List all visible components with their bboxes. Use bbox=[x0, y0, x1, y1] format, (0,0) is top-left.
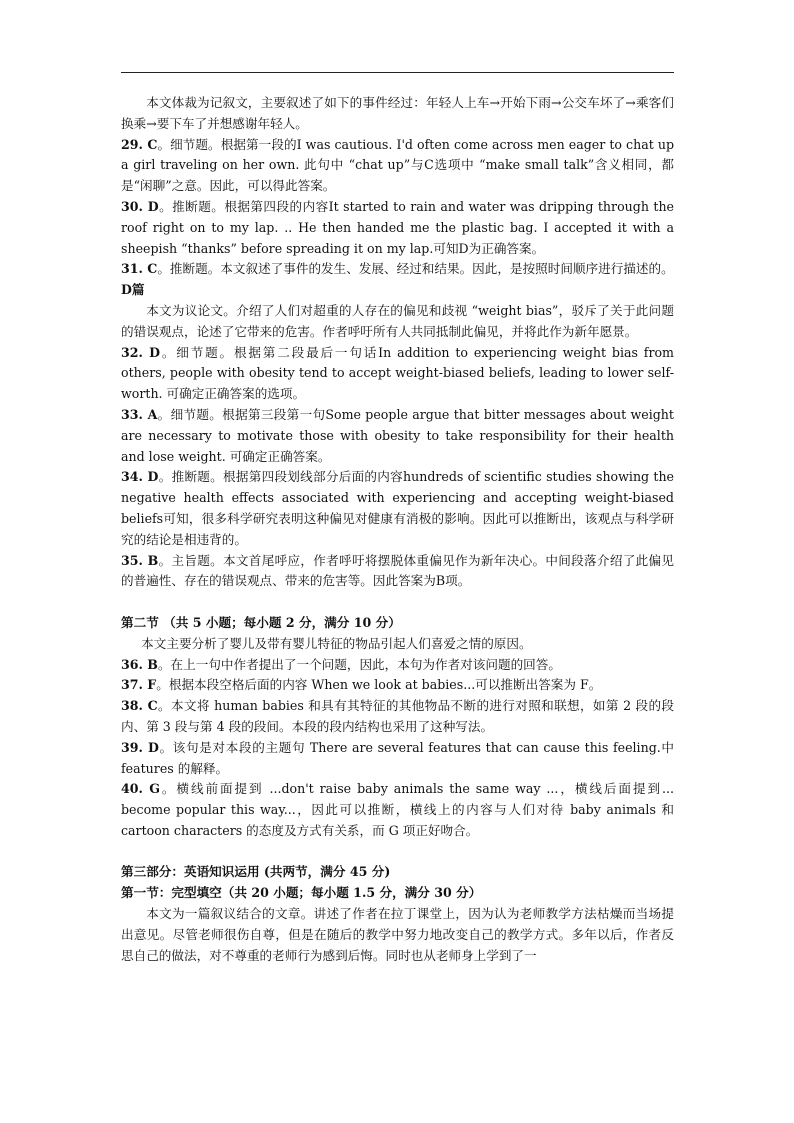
answer-36-explanation: 。在上一句中作者提出了一个问题，因此，本句为作者对该问题的回答。 bbox=[157, 656, 561, 672]
cloze-summary: 本文为一篇叙议结合的文章。讲述了作者在拉丁课堂上，因为认为老师教学方法枯燥而当场提出意见。尽管老师很伤自尊，但是在随后的教学中努力地改变自己的教学方式。多年以后，作者反思自己的做法，对不尊重的老师行为感到后悔。同时也从老师身上学到了一 bbox=[121, 906, 674, 963]
answer-key-content bbox=[121, 93, 674, 966]
answer-30 bbox=[121, 197, 674, 259]
answer-36 bbox=[121, 655, 674, 676]
section-1-heading: 第一节：完型填空（共 20 小题；每小题 1.5 分，满分 30 分） bbox=[121, 885, 482, 901]
answer-33-number: 33. A bbox=[121, 406, 158, 422]
spacer bbox=[121, 592, 674, 613]
answer-32 bbox=[121, 343, 674, 405]
answer-38 bbox=[121, 696, 674, 738]
answer-30-number: 30. D bbox=[121, 198, 159, 214]
answer-39-explanation: 。该句是对本段的主题句 There are several features that can cause this feeling.中 features 的解释。 bbox=[121, 739, 674, 776]
answer-36-number: 36. B bbox=[121, 656, 158, 672]
answer-32-number: 32. D bbox=[121, 344, 161, 360]
section-2-heading: 第二节 （共 5 小题；每小题 2 分，满分 10 分） bbox=[121, 614, 401, 630]
answer-37-number: 37. F bbox=[121, 677, 157, 693]
passage-c-summary: 本文体裁为记叙文，主要叙述了如下的事件经过：年轻人上车→开始下雨→公交车坏了→乘客们换乘→要下车了并想感谢年轻人。 bbox=[121, 95, 674, 131]
answer-39 bbox=[121, 738, 674, 780]
answer-33-explanation: 。细节题。根据第三段第一句Some people argue that bitter messages about weight are necessary to motivate those with obesity to take responsibility for their health and lose weight. 可确定正确答案。 bbox=[121, 406, 674, 464]
answer-37 bbox=[121, 675, 674, 696]
answer-32-explanation: 。细节题。根据第二段最后一句话In addition to experiencing weight bias from others, people with obesity tend to accept weight-biased beliefs, leading to lower self-worth. 可确定正确答案的选项。 bbox=[121, 344, 674, 402]
answer-31-number: 31. C bbox=[121, 261, 158, 277]
passage-d-summary: 本文为议论文。介绍了人们对超重的人存在的偏见和歧视 “weight bias”，驳斥了关于此问题的错误观点，论述了它带来的危害。作者呼吁所有人共同抵制此偏见，并将此作为新年愿景。 bbox=[121, 302, 674, 339]
answer-38-explanation: 。本文将 human babies 和具有其特征的其他物品不断的进行对照和联想，如第 2 段的段内、第 3 段与第 4 段的段间。本段的段内结构也采用了这种写法。 bbox=[121, 698, 674, 734]
answer-35 bbox=[121, 551, 674, 593]
section-d-heading: D篇 bbox=[121, 282, 145, 298]
answer-40 bbox=[121, 779, 674, 841]
answer-31-explanation: 。推断题。本文叙述了事件的发生、发展、经过和结果。因此，是按照时间顺序进行描述的。 bbox=[157, 261, 674, 277]
answer-35-explanation: 。主旨题。本文首尾呼应，作者呼吁将摆脱体重偏见作为新年决心。中间段落介绍了此偏见的普遍性、存在的错误观点、带来的危害等。因此答案为B项。 bbox=[121, 552, 674, 589]
answer-38-number: 38. C bbox=[121, 698, 158, 714]
answer-40-number: 40. G bbox=[121, 781, 160, 797]
answer-34-explanation: 。推断题。根据第四段划线部分后面的内容hundreds of scientific studies showing the negative health effects associated with experiencing and accepting weight-biased beliefs可知，很多科学研究表明这种偏见对健康有消极的影响。因此可以推断出，该观点与科学研究的结论是相违背的。 bbox=[121, 469, 675, 547]
answer-33 bbox=[121, 405, 674, 467]
section-2-summary: 本文主要分析了婴儿及带有婴儿特征的物品引起人们喜爱之情的原因。 bbox=[141, 635, 532, 651]
answer-29 bbox=[121, 135, 674, 197]
answer-39-number: 39. D bbox=[121, 739, 159, 755]
answer-34 bbox=[121, 467, 674, 550]
answer-29-explanation: 。细节题。根据第一段的I was cautious. I'd often come across men eager to chat up a girl traveling on her own. 此句中 “chat up”与C选项中 “make small talk”含义相同，都是“闲聊”之意。因此，可以得此答案。 bbox=[121, 136, 675, 194]
answer-35-number: 35. B bbox=[121, 552, 159, 568]
header-rule bbox=[121, 72, 674, 73]
answer-30-explanation: 。推断题。根据第四段的内容It started to rain and water was dripping through the roof right on to my lap. .. He then handed me the plastic bag. I accepted it with a sheepish “thanks” before spreading it on my lap.可知D为正确答案。 bbox=[121, 198, 675, 256]
answer-29-number: 29. C bbox=[121, 136, 158, 152]
answer-31 bbox=[121, 259, 674, 280]
part-3-heading: 第三部分：英语知识运用 (共两节，满分 45 分) bbox=[121, 864, 391, 880]
spacer bbox=[121, 842, 674, 863]
answer-37-explanation: 。根据本段空格后面的内容 When we look at babies...可以推断出答案为 F。 bbox=[156, 677, 602, 693]
answer-34-number: 34. D bbox=[121, 469, 159, 485]
answer-40-explanation: 。横线前面提到 ...don't raise baby animals the same way ...，横线后面提到... become popular this way...，因此可以推断，横线上的内容与人们对待 baby animals 和 cartoon characters 的态度及方式有关系，而 G 项正好吻合。 bbox=[121, 781, 674, 838]
